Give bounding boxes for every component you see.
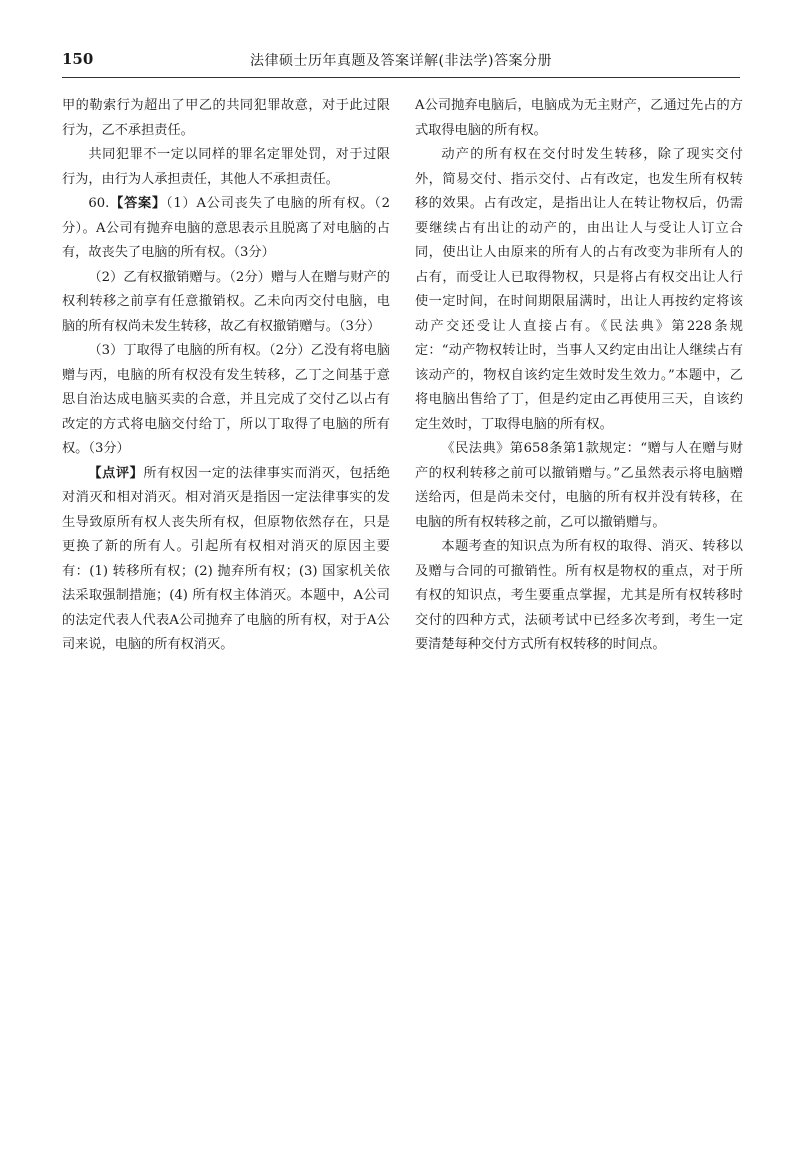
- question-number: 60.: [88, 196, 110, 211]
- answer-text: （1）A公司丧失了电脑的所有权。（2分）。A公司有抛弃电脑的意思表示且脱离了对电脑的占有，故丧失了电脑的所有权。（3分）: [62, 196, 390, 260]
- paragraph: （2）乙有权撤销赠与。（2分）赠与人在赠与财产的权利转移之前享有任意撤销权。乙未向丙交付电脑，电脑的所有权尚未发生转移，故乙有权撤销赠与。（3分）: [62, 269, 390, 334]
- header-rule: [62, 77, 740, 78]
- running-title: 法律硕士历年真题及答案详解(非法学)答案分册: [250, 53, 552, 69]
- paragraph: 本题考查的知识点为所有权的取得、消灭、转移以及赠与合同的可撤销性。所有权是物权的重点，对于所有权的知识点，考生要重点掌握，尤其是所有权转移时交付的四种方式，法硕考试中已经多次考到，考生一定要清楚每种交付方式所有权转移的时间点。: [415, 539, 743, 652]
- left-column: [62, 94, 390, 658]
- page-number: 150: [62, 50, 94, 68]
- page-header: [62, 50, 740, 74]
- comment-paragraph: [62, 462, 390, 658]
- paragraph: 共同犯罪不一定以同样的罪名定罪处罚，对于过限行为，由行为人承担责任，其他人不承担责任。: [62, 147, 390, 187]
- paragraph: 动产的所有权在交付时发生转移，除了现实交付外，简易交付、指示交付、占有改定，也发生所有权转移的效果。占有改定，是指出让人在转让物权后，仍需要继续占有出让的动产的，由出让人与受让人订立合同，使出让人由原来的所有人的占有改变为非所有人的占有，而受让人已取得物权，只是将占有权交出让人行使一定时间，在时间期限届满时，出让人再按约定将该动产交还受让人直接占有。《民法典》第228条规定：“动产物权转让时，当事人又约定由出让人继续占有该动产的，物权自该约定生效时发生效力。”本题中，乙将电脑出售给了丁，但是约定由乙再使用三天，自该约定生效时，丁取得电脑的所有权。: [415, 147, 743, 432]
- comment-tag: 【点评】: [88, 465, 144, 481]
- paragraph-continued: 甲的勒索行为超出了甲乙的共同犯罪故意，对于此过限行为，乙不承担责任。: [62, 98, 390, 138]
- answer-tag: 【答案】: [109, 196, 166, 211]
- answer-paragraph: [62, 192, 390, 266]
- paragraph: 《民法典》第658条第1款规定：“赠与人在赠与财产的权利转移之前可以撤销赠与。”乙虽然表示将电脑赠送给丙，但是尚未交付，电脑的所有权并没有转移，在电脑的所有权转移之前，乙可以撤销赠与。: [415, 441, 743, 530]
- right-column: [415, 94, 743, 658]
- paragraph-continued: A公司抛弃电脑后，电脑成为无主财产，乙通过先占的方式取得电脑的所有权。: [415, 98, 743, 138]
- comment-text: 所有权因一定的法律事实而消灭，包括绝对消灭和相对消灭。相对消灭是指因一定法律事实的发生导致原所有权人丧失所有权，但原物依然存在，只是更换了新的所有人。引起所有权相对消灭的原因主要有：(1) 转移所有权；(2) 抛弃所有权；(3) 国家机关依法采取强制措施；(4) 所有权主体消灭。本题中，A公司的法定代表人代表A公司抛弃了电脑的所有权，对于A公司来说，电脑的所有权消灭。: [62, 465, 390, 652]
- paragraph: （3）丁取得了电脑的所有权。（2分）乙没有将电脑赠与丙，电脑的所有权没有发生转移，乙丁之间基于意思自治达成电脑买卖的合意，并且完成了交付乙以占有改定的方式将电脑交付给丁，所以丁取得了电脑的所有权。（3分）: [62, 343, 390, 456]
